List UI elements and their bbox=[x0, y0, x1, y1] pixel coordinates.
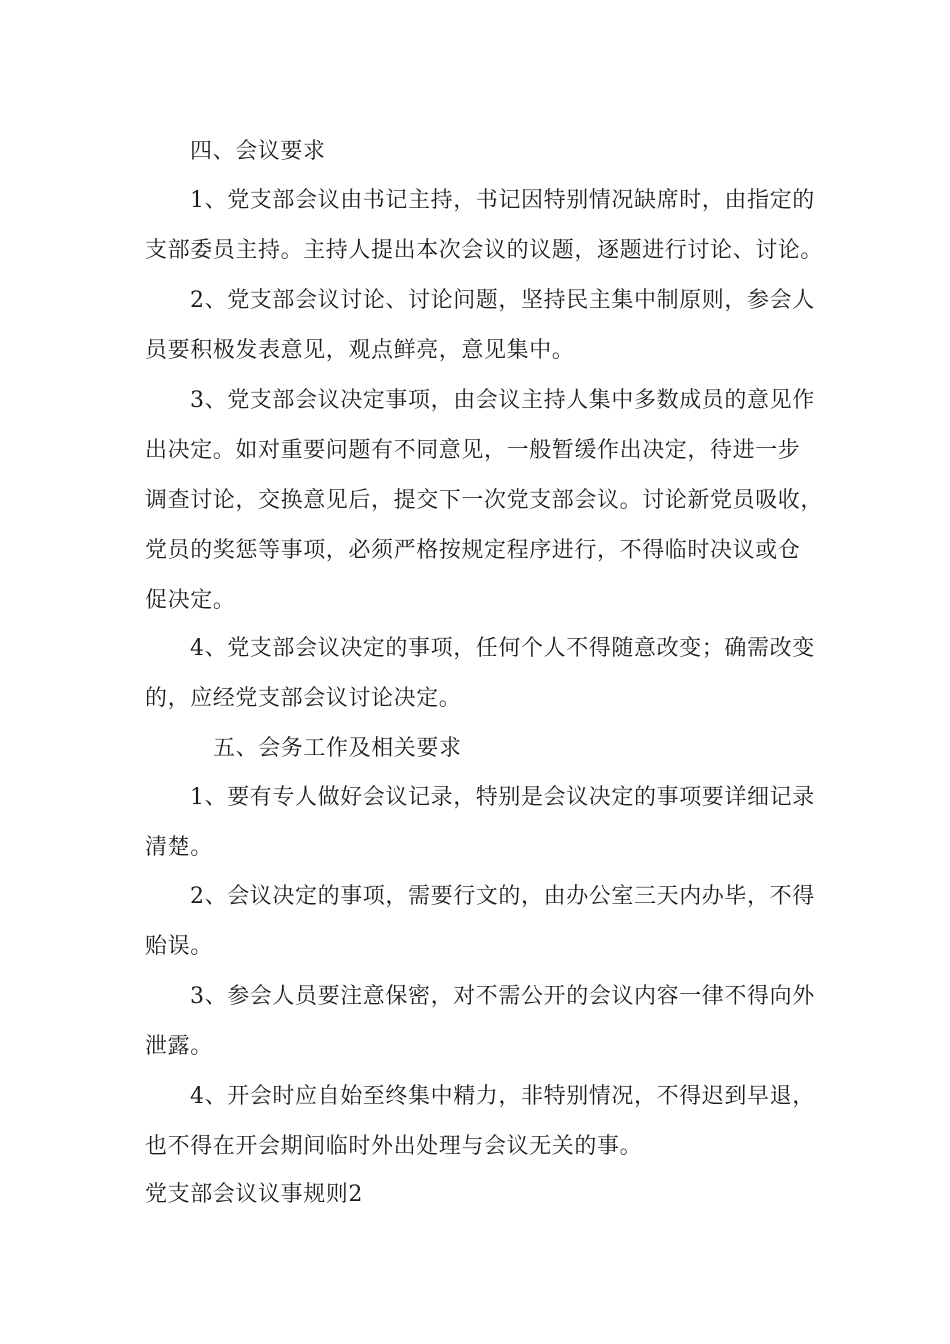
paragraph-line: 员要积极发表意见，观点鲜亮，意见集中。 bbox=[145, 338, 575, 363]
paragraph-line: 也不得在开会期间临时外出处理与会议无关的事。 bbox=[145, 1134, 643, 1159]
next-document-title: 党支部会议议事规则2 bbox=[145, 1182, 363, 1207]
paragraph-line: 调查讨论，交换意见后，提交下一次党支部会议。讨论新党员吸收， bbox=[145, 488, 824, 513]
paragraph-line: 贻误。 bbox=[145, 934, 213, 959]
paragraph-line: 2、党支部会议讨论、讨论问题，坚持民主集中制原则，参会人 bbox=[190, 288, 815, 313]
paragraph-line: 3、党支部会议决定事项，由会议主持人集中多数成员的意见作 bbox=[190, 388, 815, 413]
paragraph-line: 清楚。 bbox=[145, 835, 213, 860]
section-heading-5: 五、会务工作及相关要求 bbox=[213, 736, 462, 761]
paragraph-line: 出决定。如对重要问题有不同意见，一般暂缓作出决定，待进一步 bbox=[145, 438, 801, 463]
paragraph-line: 2、会议决定的事项，需要行文的，由办公室三天内办毕，不得 bbox=[190, 884, 815, 909]
paragraph-line: 3、参会人员要注意保密，对不需公开的会议内容一律不得向外 bbox=[190, 984, 815, 1009]
paragraph-line: 1、要有专人做好会议记录，特别是会议决定的事项要详细记录 bbox=[190, 785, 815, 810]
paragraph-line: 4、党支部会议决定的事项，任何个人不得随意改变；确需改变 bbox=[190, 636, 815, 661]
paragraph-line: 1、党支部会议由书记主持，书记因特别情况缺席时，由指定的 bbox=[190, 188, 815, 213]
paragraph-line: 促决定。 bbox=[145, 588, 236, 613]
section-heading-4: 四、会议要求 bbox=[190, 139, 326, 164]
paragraph-line: 4、开会时应自始至终集中精力，非特别情况，不得迟到早退， bbox=[190, 1084, 815, 1109]
paragraph-line: 泄露。 bbox=[145, 1034, 213, 1059]
paragraph-line: 党员的奖惩等事项，必须严格按规定程序进行，不得临时决议或仓 bbox=[145, 538, 801, 563]
paragraph-line: 的，应经党支部会议讨论决定。 bbox=[145, 686, 462, 711]
paragraph-line: 支部委员主持。主持人提出本次会议的议题，逐题进行讨论、讨论。 bbox=[145, 238, 824, 263]
